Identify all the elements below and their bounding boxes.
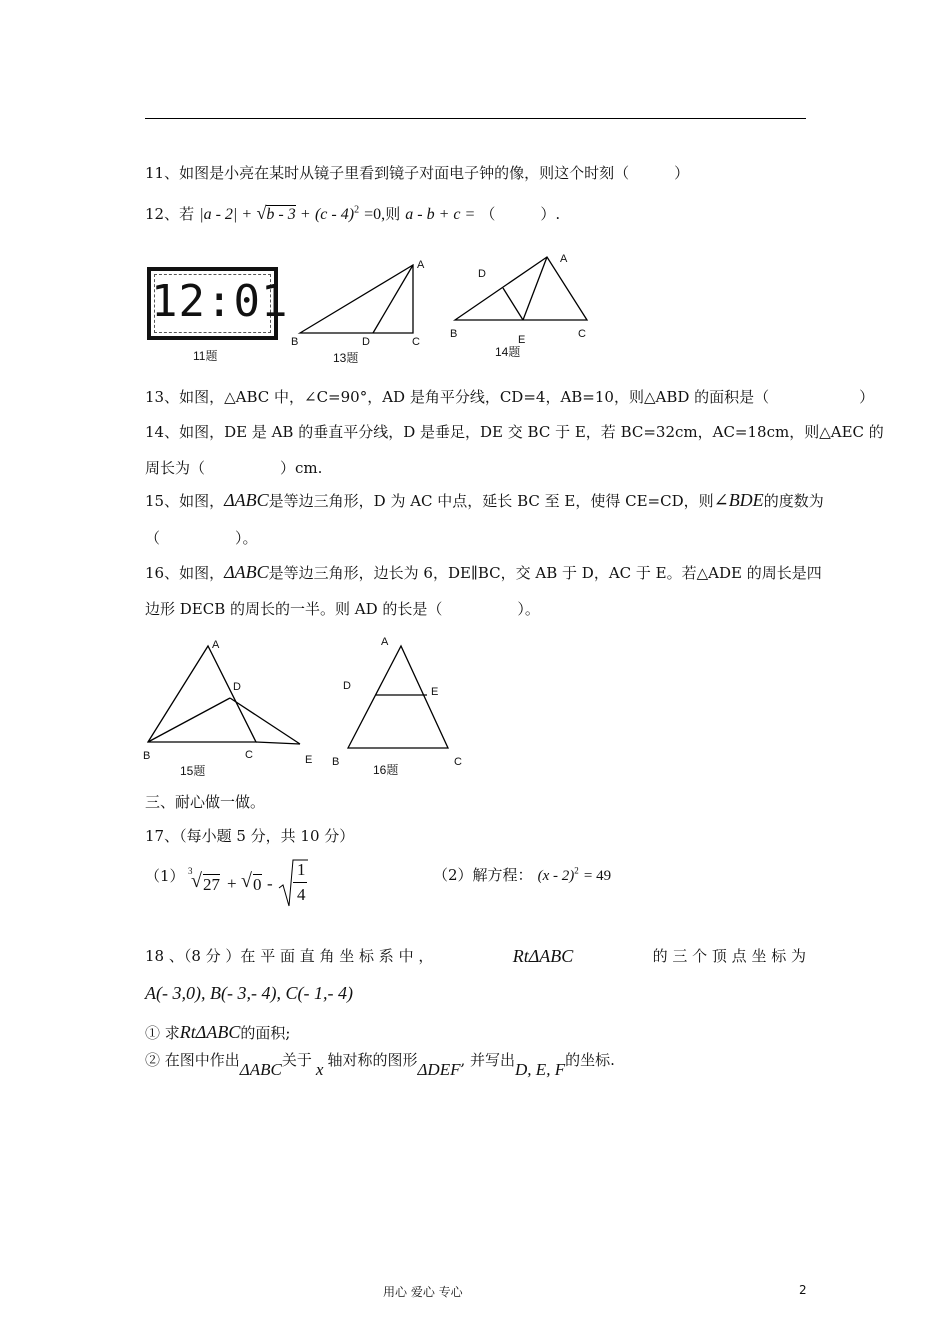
q15-angle: ∠BDE <box>713 490 764 510</box>
cube-root-sign: √ <box>191 870 202 892</box>
fig14-label-d: D <box>478 268 486 280</box>
fig14-label-e: E <box>518 334 526 346</box>
q17-p2-exp: 2 <box>574 865 579 876</box>
fig13-caption: 13题 <box>333 351 359 365</box>
sqrt-sign: √ <box>256 203 267 223</box>
q12-eq0: =0, <box>364 206 386 223</box>
q17-p1-label: （1） <box>145 867 185 885</box>
q18-s2-d: , 并写出 <box>460 1051 516 1069</box>
fig15-extension-ce <box>256 742 300 744</box>
q16-p2: 是等边三角形，边长为 6，DE∥BC，交 AB 于 D，AC 于 E。若△ADE 的周长是四 <box>268 564 822 582</box>
fig14-label-b: B <box>450 328 458 340</box>
fig11-clock-digits: 12:01 <box>151 276 289 327</box>
q12-prefix: 12、若 <box>145 205 195 223</box>
fig14-perp-bisector-de <box>503 288 523 320</box>
fig15-segment-de <box>230 698 300 744</box>
q17-p2-base: (x - 2) <box>537 868 575 884</box>
fig13-label-d: D <box>362 336 370 348</box>
q12-expr: a - b + c = <box>405 206 476 223</box>
fig13-triangle <box>300 265 413 333</box>
q17-cube-index: 3 <box>188 866 193 876</box>
footer-motto: 用心 爱心 专心 <box>383 1285 463 1299</box>
q18-subquestion-1 <box>145 1022 290 1043</box>
q18-s2-triangle-def: ΔDEF <box>417 1060 461 1079</box>
fig14-caption: 14题 <box>495 345 521 359</box>
q12-then: 则 <box>385 205 401 223</box>
sqrt-sign-2: √ <box>241 870 252 892</box>
q18-s2-a: ② 在图中作出 <box>145 1051 240 1069</box>
q17-minus: - <box>267 874 273 893</box>
q15-p3: 的度数为 <box>763 492 824 510</box>
question-18-line1 <box>145 946 806 966</box>
q17-numerator: 1 <box>297 860 306 879</box>
q18-coordinates: A(- 3,0), B(- 3,- 4), C(- 1,- 4) <box>145 983 353 1003</box>
question-15-line1 <box>145 490 824 511</box>
q18-s1-rt: RtΔABC <box>179 1022 241 1042</box>
fig16-label-c: C <box>454 756 462 768</box>
fig11-clock-frame <box>147 267 289 340</box>
question-11: 11、如图是小亮在某时从镜子里看到镜子对面电子钟的像，则这个时刻（ ） <box>145 164 690 182</box>
question-14-line2: 周长为（ ）cm. <box>145 459 323 477</box>
q18-s2-triangle: ΔABC <box>239 1060 282 1079</box>
q18-s2-points: D, E, F <box>515 1060 566 1079</box>
q17-denominator: 4 <box>297 885 306 904</box>
q12-exp: 2 <box>354 204 360 216</box>
question-14-line1: 14、如图，DE 是 AB 的垂直平分线，D 是垂足，DE 交 BC 于 E，若 BC=32cm，AC=18cm，则△AEC 的 <box>145 423 884 441</box>
q15-triangle: ΔABC <box>224 490 269 510</box>
fig14-triangle <box>455 257 587 320</box>
q18-s2-e: 的坐标. <box>565 1051 615 1069</box>
q18-s1-a: ① 求 <box>145 1024 180 1042</box>
fig15-label-b: B <box>143 750 151 762</box>
fig16-caption: 16题 <box>373 763 399 777</box>
page-number: 2 <box>799 1283 807 1297</box>
fig15-label-d: D <box>233 681 241 693</box>
q18-subquestion-2 <box>145 1050 615 1082</box>
q18-s2-x: x <box>315 1060 324 1079</box>
fig15-segment-bd <box>148 698 230 742</box>
fig14-label-c: C <box>578 328 586 340</box>
fig15-triangle <box>148 646 256 742</box>
fig13-label-a: A <box>417 259 425 271</box>
q18-rt-triangle: RtΔABC <box>512 946 574 966</box>
q17-p2-label: （2）解方程： <box>433 866 533 884</box>
q18-s2-c: 轴对称的图形 <box>327 1051 418 1069</box>
fig11-caption: 11题 <box>193 349 218 363</box>
q12-sqrt: b - 3 <box>266 206 296 223</box>
q12-abs: |a - 2| <box>199 206 238 223</box>
question-17-header: 17、（每小题 5 分，共 10 分） <box>145 827 355 845</box>
fig16-label-a: A <box>381 636 389 648</box>
fig15-label-e: E <box>305 754 313 766</box>
q17-radicand-0: 0 <box>253 875 262 894</box>
question-17-part2 <box>433 865 611 885</box>
fig15-caption: 15题 <box>180 764 206 778</box>
q18-p1: 18 、（8 分 ）在 平 面 直 角 坐 标 系 中 ， <box>145 947 434 965</box>
question-16-line1 <box>145 562 822 583</box>
fig14-label-a: A <box>560 253 568 265</box>
q12-plus1: + <box>242 206 252 223</box>
q16-triangle: ΔABC <box>224 562 269 582</box>
q18-s2-b: 关于 <box>281 1051 312 1069</box>
fig15-label-c: C <box>245 749 253 761</box>
fig16-label-d: D <box>343 680 351 692</box>
section-3-title: 三、耐心做一做。 <box>145 793 266 811</box>
q17-radicand-27: 27 <box>203 875 220 894</box>
q12-plus2: + <box>300 206 310 223</box>
question-15-line2: （ ）。 <box>145 529 258 547</box>
fig15-diagram <box>140 640 315 755</box>
q17-p2-rhs: = 49 <box>583 868 612 884</box>
q12-square: (c - 4) <box>314 206 355 223</box>
fig14-segment-ae <box>523 257 547 320</box>
q15-p2: 是等边三角形，D 为 AC 中点，延长 BC 至 E，使得 CE=CD，则 <box>268 492 714 510</box>
question-13: 13、如图，△ABC 中，∠C=90°，AD 是角平分线，CD=4，AB=10，则△ABD 的面积是（ ） <box>145 388 875 406</box>
fig13-label-b: B <box>291 336 299 348</box>
fig13-label-c: C <box>412 336 420 348</box>
fig13-bisector-ad <box>373 265 413 333</box>
question-16-line2: 边形 DECB 的周长的一半。则 AD 的长是（ ）。 <box>145 600 540 618</box>
fraction-bar <box>293 882 307 883</box>
q18-s1-b: 的面积; <box>240 1024 291 1042</box>
q15-p1: 15、如图， <box>145 492 225 510</box>
q16-p1: 16、如图， <box>145 564 225 582</box>
fig16-label-e: E <box>431 686 439 698</box>
fig15-label-a: A <box>212 639 220 651</box>
q17-plus: + <box>227 874 237 893</box>
q18-p2: 的 三 个 顶 点 坐 标 为 <box>652 947 806 965</box>
header-rule <box>145 118 806 119</box>
question-12 <box>145 203 560 227</box>
fig16-label-b: B <box>332 756 340 768</box>
q12-tail: （ ）. <box>480 205 561 223</box>
